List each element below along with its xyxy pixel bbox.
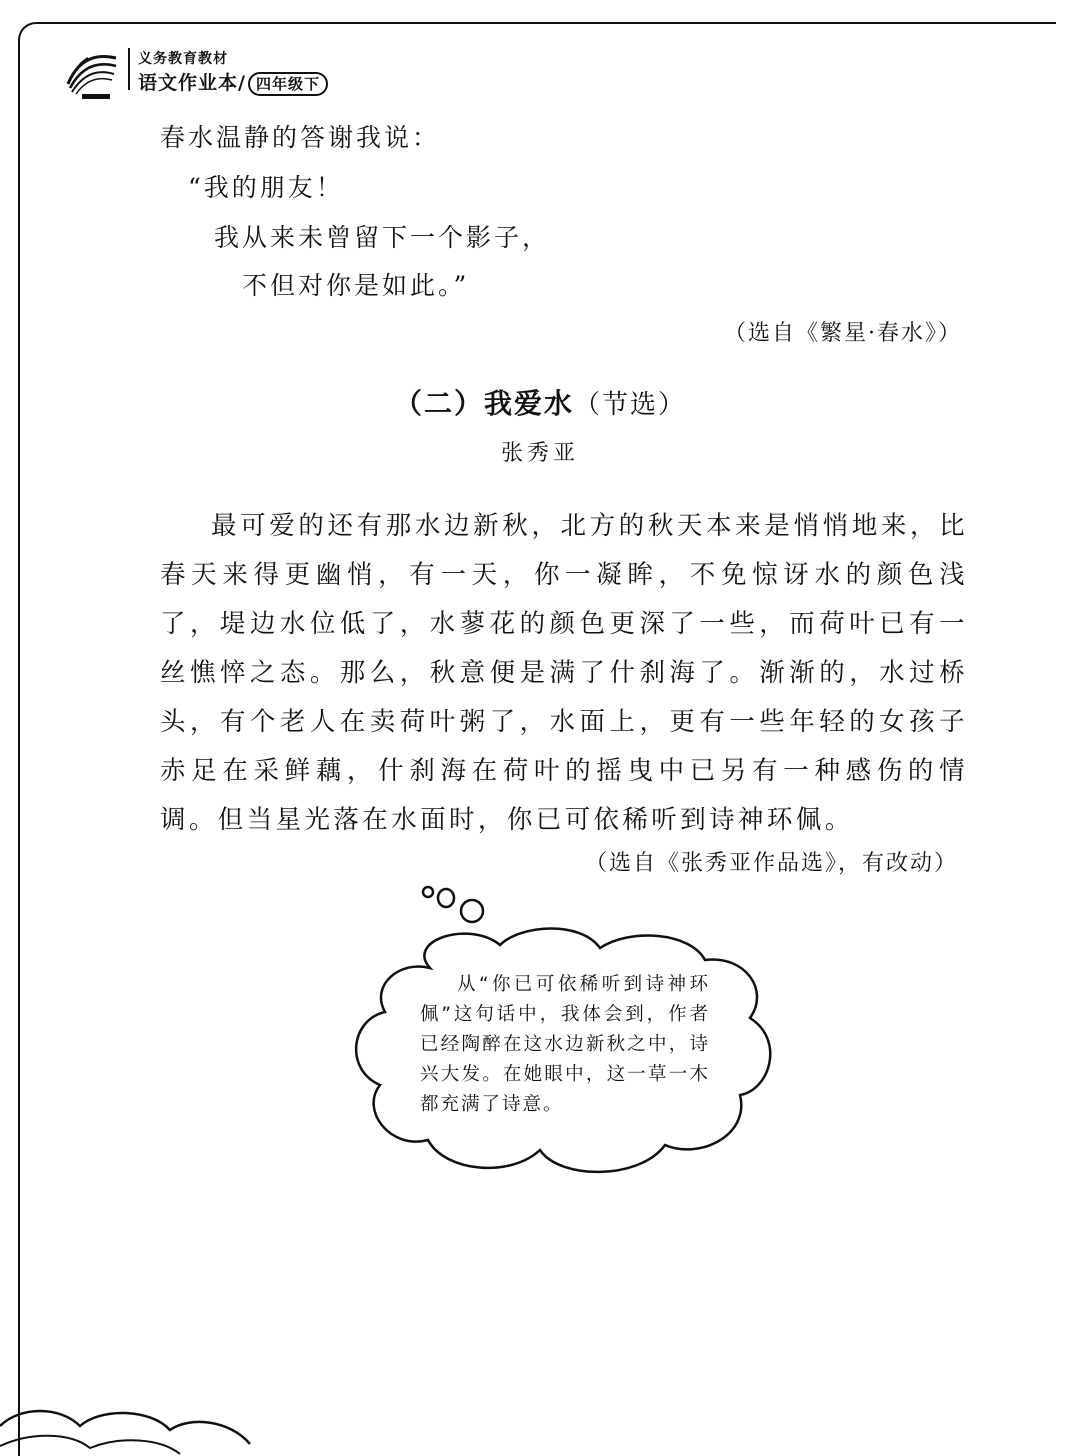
series-label: 义务教育教材	[138, 51, 228, 67]
poem-line: 不但对你是如此。”	[242, 271, 470, 300]
thought-bubble-text: 从“你已可依稀听到诗神环佩”这句话中，我体会到，作者已经陶醉在这水边新秋之中，诗兴大发。在她眼中，这一草一木都充满了诗意。	[420, 974, 710, 1115]
book-name: 语文作业本/	[138, 72, 246, 94]
poem-line: 我从来未曾留下一个影子，	[214, 223, 551, 252]
essay-title-main: （二）我爱水	[393, 387, 574, 420]
poem-line: 春水温静的答谢我说：	[160, 123, 441, 152]
poem-source: （选自《繁星·春水》）	[724, 321, 962, 346]
corner-cloud-decoration	[0, 1396, 260, 1456]
essay-source: （选自《张秀亚作品选》，有改动）	[584, 851, 958, 876]
essay-title-suffix: （节选）	[574, 390, 687, 420]
essay-author: 张秀亚	[500, 441, 579, 466]
grade-badge: 四年级下	[248, 72, 328, 96]
poem-line: “我的朋友！	[188, 173, 344, 202]
essay-paragraph: 最可爱的还有那水边新秋，北方的秋天本来是悄悄地来，比春天来得更幽悄，有一天，你一凝眸，不免惊讶水的颜色浅了，堤边水位低了，水蓼花的颜色更深了一些，而荷叶已有一丝憔悴之态。那么，秋意便是满了什刹海了。渐渐的，水过桥头，有个老人在卖荷叶粥了，水面上，更有一些年轻的女孩子赤足在采鲜藕，什刹海在荷叶的摇曳中已另有一种感伤的情调。但当星光落在水面时，你已可依稀听到诗神环佩。	[160, 511, 968, 835]
